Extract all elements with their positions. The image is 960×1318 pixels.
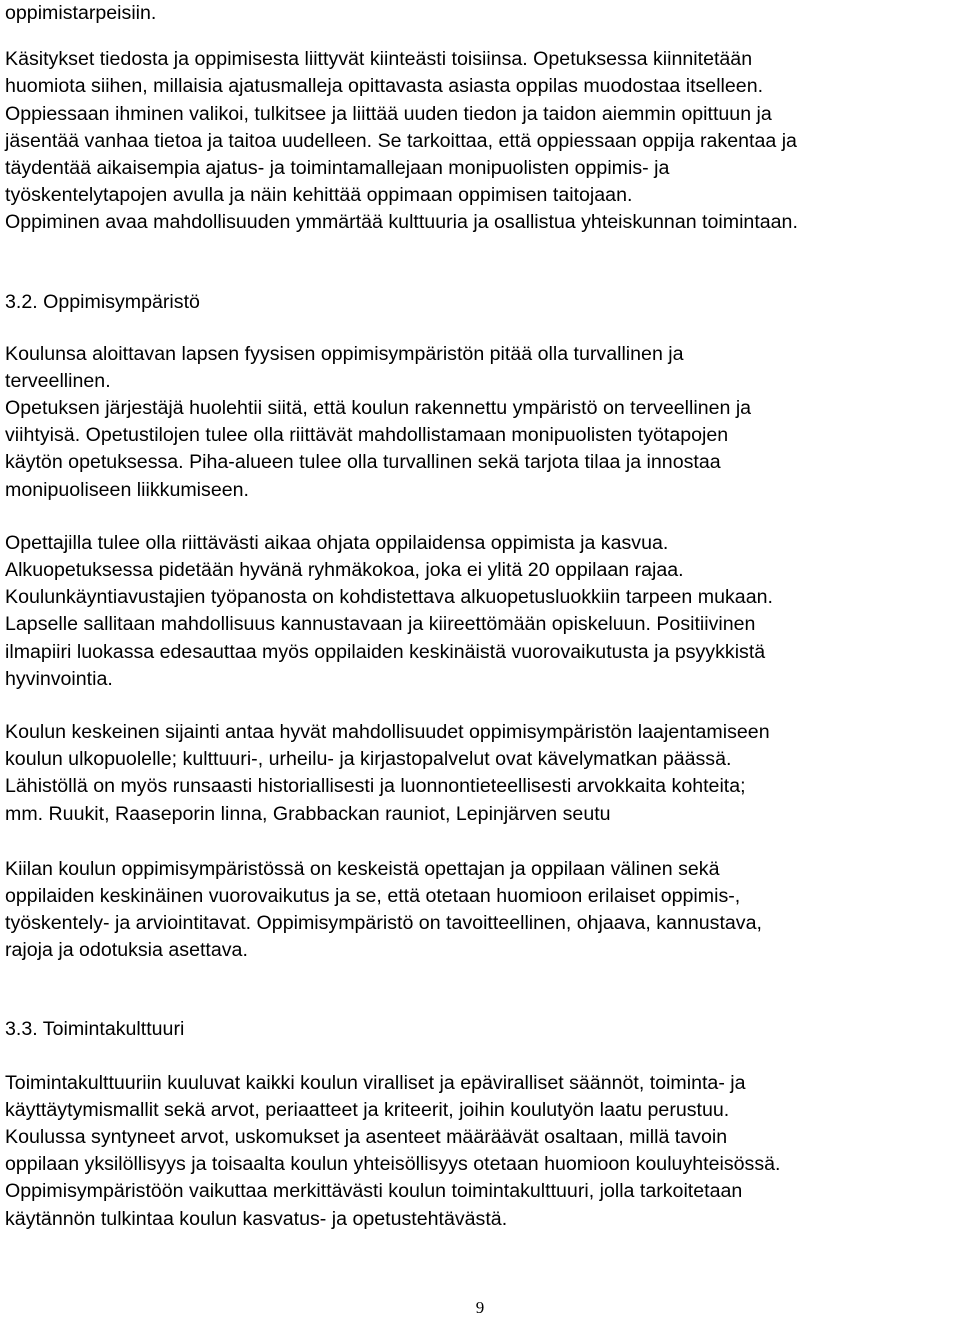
- text-line: oppilaiden keskinäinen vuorovaikutus ja se, että otetaan huomioon erilaiset oppimis-,: [5, 884, 741, 907]
- text-line: koulun ulkopuolelle; kulttuuri-, urheilu- ja kirjastopalvelut ovat kävelymatkan päässä.: [5, 748, 732, 771]
- text-line: Alkuopetuksessa pidetään hyvänä ryhmäkokoa, joka ei ylitä 20 oppilaan rajaa.: [5, 559, 684, 581]
- text-line: jäsentää vanhaa tietoa ja taitoa uudelleen. Se tarkoittaa, että oppiessaan oppija rakentaa ja: [5, 129, 797, 152]
- text-line: Oppiminen avaa mahdollisuuden ymmärtää kulttuuria ja osallistua yhteiskunnan toimintaan.: [5, 211, 798, 234]
- text-line: käytön opetuksessa. Piha-alueen tulee olla turvallinen sekä tarjota tilaa ja innostaa: [5, 451, 721, 474]
- paragraph-knowledge-and-learning: [5, 46, 957, 236]
- text-line: Oppiessaan ihminen valikoi, tulkitsee ja liittää uuden tiedon ja taidon aiemmin opittuun ja: [5, 102, 772, 125]
- paragraph-school-location: [5, 719, 957, 828]
- paragraph-operating-culture: [5, 1070, 957, 1233]
- text-line: Koulun keskeinen sijainti antaa hyvät mahdollisuudet oppimisympäristön laajentamiseen: [5, 720, 770, 743]
- text-line: Koulunkäyntiavustajien työpanosta on kohdistettava alkuopetusluokkiin tarpeen mukaan.: [5, 586, 773, 609]
- section-heading-3-2: 3.2. Oppimisympäristö: [5, 290, 200, 313]
- text-line: käytännön tulkintaa koulun kasvatus- ja opetustehtävästä.: [5, 1207, 508, 1230]
- text-line: Lapselle sallitaan mahdollisuus kannustavaan ja kiireettömään opiskeluun. Positiivinen: [5, 613, 756, 636]
- text-line: Koulunsa aloittavan lapsen fyysisen oppimisympäristön pitää olla turvallinen ja: [5, 342, 684, 365]
- text-line: Toimintakulttuuriin kuuluvat kaikki koulun viralliset ja epäviralliset säännöt, toiminta- ja: [5, 1071, 746, 1094]
- text-line: Oppimisympäristöön vaikuttaa merkittävästi koulun toimintakulttuuri, jolla tarkoitetaan: [5, 1180, 743, 1203]
- text-line: Opetuksen järjestäjä huolehtii siitä, että koulun rakennettu ympäristö on terveellinen ja: [5, 397, 752, 420]
- paragraph-kiila-environment: [5, 856, 957, 965]
- paragraph-continuation: [5, 0, 957, 27]
- document-body: [5, 0, 957, 1233]
- text-line: Kiilan koulun oppimisympäristössä on keskeistä opettajan ja oppilaan välinen sekä: [5, 857, 720, 880]
- text-line: Koulussa syntyneet arvot, uskomukset ja asenteet määräävät osaltaan, millä tavoin: [5, 1126, 728, 1148]
- text-line: täydentää aikaisempia ajatus- ja toimintamallejaan monipuolisten oppimis- ja: [5, 156, 670, 179]
- text-line: ilmapiiri luokassa edesauttaa myös oppilaiden keskinäistä vuorovaikutusta ja psyykkistä: [5, 640, 766, 663]
- text-line: mm. Ruukit, Raaseporin linna, Grabbackan rauniot, Lepinjärven seutu: [5, 802, 611, 825]
- text-line: viihtyisä. Opetustilojen tulee olla riittävät mahdollistamaan monipuolisten työtapojen: [5, 424, 729, 447]
- text-line: hyvinvointia.: [5, 667, 113, 690]
- page-number: 9: [475, 1298, 485, 1317]
- text-line: Opettajilla tulee olla riittävästi aikaa ohjata oppilaidensa oppimista ja kasvua.: [5, 531, 669, 554]
- text-line: terveellinen.: [5, 369, 111, 392]
- text-line: huomiota siihen, millaisia ajatusmalleja opittavasta asiasta oppilas muodostaa itselleen.: [5, 75, 764, 98]
- text-line: oppimistarpeisiin.: [5, 2, 157, 24]
- text-line: rajoja ja odotuksia asettava.: [5, 939, 248, 962]
- text-line: oppilaan yksilöllisyys ja toisaalta koulun yhteisöllisyys otetaan huomioon kouluyhteisössä.: [5, 1153, 781, 1176]
- section-heading-3-3: 3.3. Toimintakulttuuri: [5, 1018, 185, 1041]
- paragraph-teachers-and-groups: [5, 530, 957, 693]
- text-line: Käsitykset tiedosta ja oppimisesta liittyvät kiinteästi toisiinsa. Opetuksessa kiinnitetään: [5, 48, 753, 71]
- paragraph-physical-environment: [5, 341, 957, 504]
- text-line: työskentely- ja arviointitavat. Oppimisympäristö on tavoitteellinen, ohjaava, kannustava,: [5, 912, 762, 935]
- text-line: Lähistöllä on myös runsaasti historiallisesti ja luonnontieteellisesti arvokkaita kohteita;: [5, 775, 746, 798]
- text-line: käyttäytymismallit sekä arvot, periaatteet ja kriteerit, joihin koulutyön laatu perustuu.: [5, 1098, 730, 1121]
- text-line: monipuoliseen liikkumiseen.: [5, 478, 249, 501]
- text-line: työskentelytapojen avulla ja näin kehittää oppimaan oppimisen taitojaan.: [5, 184, 633, 207]
